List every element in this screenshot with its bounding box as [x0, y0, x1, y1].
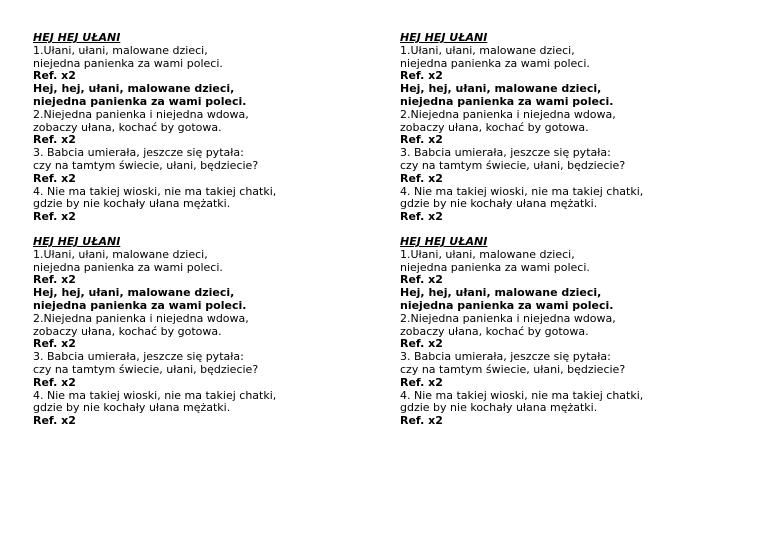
verse-3-line-1: 3. Babcia umierała, jeszcze się pytała: [400, 146, 611, 160]
verse-1-line-2: niejedna panienka za wami poleci. [33, 260, 223, 274]
verse-3-line-2: czy na tamtym świecie, ułani, będziecie? [400, 362, 626, 376]
refrain-marker: Ref. x2 [400, 69, 443, 83]
verse-1-line-2: niejedna panienka za wami poleci. [33, 56, 223, 70]
song-title: HEJ HEJ UŁANI [400, 235, 488, 248]
chorus-line-2: niejedna panienka za wami poleci. [400, 298, 614, 312]
verse-4-line-1: 4. Nie ma takiej wioski, nie ma takiej chatki, [400, 388, 644, 402]
verse-3-line-1: 3. Babcia umierała, jeszcze się pytała: [33, 350, 244, 364]
song-block-top-right [400, 32, 740, 224]
refrain-marker: Ref. x2 [33, 69, 76, 83]
refrain-marker: Ref. x2 [33, 171, 76, 185]
song-title: HEJ HEJ UŁANI [33, 235, 121, 248]
song-block-bottom-left [33, 236, 373, 428]
song-title: HEJ HEJ UŁANI [400, 31, 488, 44]
verse-2-line-2: zobaczy ułana, kochać by gotowa. [33, 120, 222, 134]
verse-1-line-2: niejedna panienka za wami poleci. [400, 260, 590, 274]
chorus-line-1: Hej, hej, ułani, malowane dzieci, [400, 286, 602, 300]
verse-2-line-2: zobaczy ułana, kochać by gotowa. [33, 324, 222, 338]
verse-2-line-1: 2.Niejedna panienka i niejedna wdowa, [33, 311, 249, 325]
refrain-marker: Ref. x2 [400, 375, 443, 389]
refrain-marker: Ref. x2 [400, 171, 443, 185]
refrain-marker: Ref. x2 [33, 273, 76, 287]
refrain-marker: Ref. x2 [400, 337, 443, 351]
refrain-marker: Ref. x2 [400, 414, 443, 428]
song-title: HEJ HEJ UŁANI [33, 31, 121, 44]
verse-1-line-2: niejedna panienka za wami poleci. [400, 56, 590, 70]
chorus-line-2: niejedna panienka za wami poleci. [33, 94, 247, 108]
verse-2-line-2: zobaczy ułana, kochać by gotowa. [400, 120, 589, 134]
chorus-line-1: Hej, hej, ułani, malowane dzieci, [33, 82, 235, 96]
refrain-marker: Ref. x2 [400, 133, 443, 147]
song-block-bottom-right [400, 236, 740, 428]
verse-2-line-1: 2.Niejedna panienka i niejedna wdowa, [33, 107, 249, 121]
refrain-marker: Ref. x2 [400, 210, 443, 224]
refrain-marker: Ref. x2 [33, 133, 76, 147]
verse-4-line-1: 4. Nie ma takiej wioski, nie ma takiej chatki, [33, 388, 277, 402]
chorus-line-2: niejedna panienka za wami poleci. [400, 94, 614, 108]
verse-4-line-2: gdzie by nie kochały ułana mężatki. [33, 197, 231, 211]
refrain-marker: Ref. x2 [33, 337, 76, 351]
verse-4-line-1: 4. Nie ma takiej wioski, nie ma takiej chatki, [400, 184, 644, 198]
verse-2-line-1: 2.Niejedna panienka i niejedna wdowa, [400, 107, 616, 121]
verse-3-line-2: czy na tamtym świecie, ułani, będziecie? [33, 158, 259, 172]
refrain-marker: Ref. x2 [33, 210, 76, 224]
verse-3-line-1: 3. Babcia umierała, jeszcze się pytała: [33, 146, 244, 160]
verse-4-line-2: gdzie by nie kochały ułana mężatki. [33, 401, 231, 415]
refrain-marker: Ref. x2 [33, 414, 76, 428]
refrain-marker: Ref. x2 [33, 375, 76, 389]
verse-1-line-1: 1.Ułani, ułani, malowane dzieci, [33, 43, 208, 57]
verse-3-line-1: 3. Babcia umierała, jeszcze się pytała: [400, 350, 611, 364]
verse-4-line-2: gdzie by nie kochały ułana mężatki. [400, 197, 598, 211]
verse-3-line-2: czy na tamtym świecie, ułani, będziecie? [33, 362, 259, 376]
song-block-top-left [33, 32, 373, 224]
verse-4-line-2: gdzie by nie kochały ułana mężatki. [400, 401, 598, 415]
refrain-marker: Ref. x2 [400, 273, 443, 287]
verse-1-line-1: 1.Ułani, ułani, malowane dzieci, [400, 247, 575, 261]
verse-2-line-2: zobaczy ułana, kochać by gotowa. [400, 324, 589, 338]
verse-4-line-1: 4. Nie ma takiej wioski, nie ma takiej chatki, [33, 184, 277, 198]
verse-1-line-1: 1.Ułani, ułani, malowane dzieci, [400, 43, 575, 57]
chorus-line-1: Hej, hej, ułani, malowane dzieci, [33, 286, 235, 300]
chorus-line-2: niejedna panienka za wami poleci. [33, 298, 247, 312]
chorus-line-1: Hej, hej, ułani, malowane dzieci, [400, 82, 602, 96]
verse-1-line-1: 1.Ułani, ułani, malowane dzieci, [33, 247, 208, 261]
verse-3-line-2: czy na tamtym świecie, ułani, będziecie? [400, 158, 626, 172]
verse-2-line-1: 2.Niejedna panienka i niejedna wdowa, [400, 311, 616, 325]
